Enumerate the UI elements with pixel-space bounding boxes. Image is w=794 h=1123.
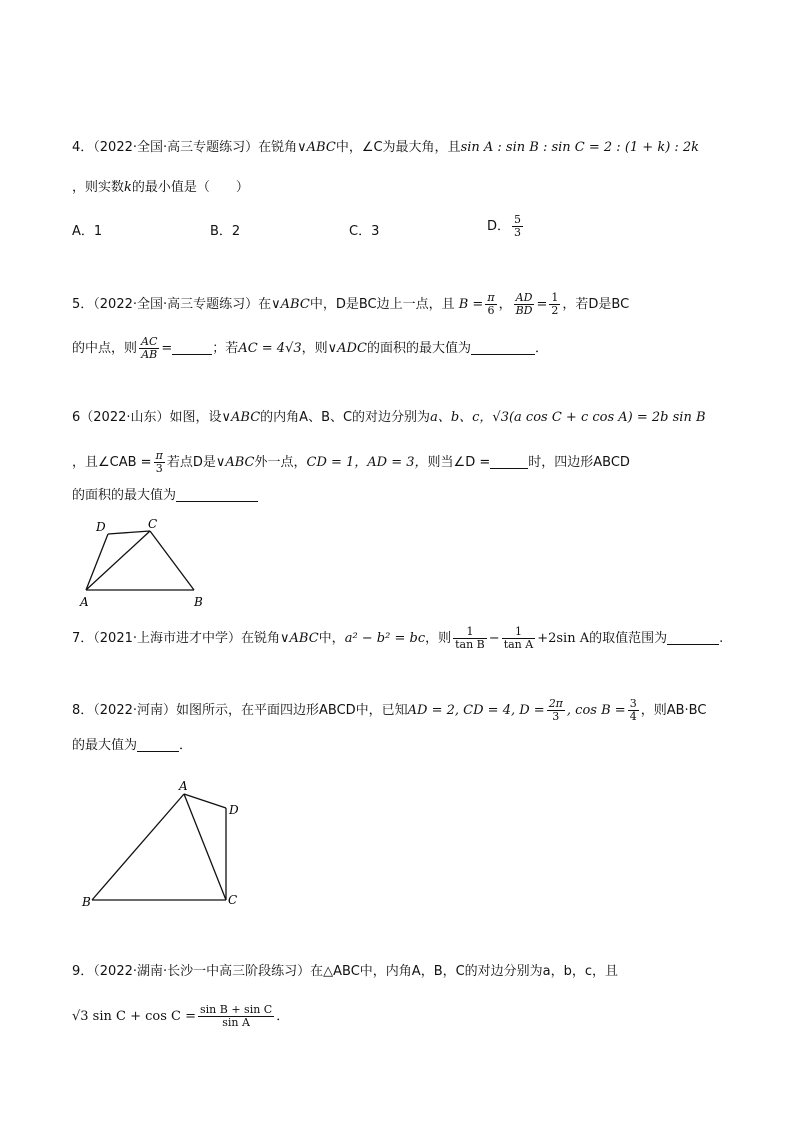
q9-frac-den: sin A (222, 1016, 250, 1029)
q5-line1: 5．（2022·全国·高三专题练习）在∨ABC中，D是BC边上一点，且 B = $\frac{\pi}{6}$ ， $\frac{AD}{BD}$ = $\frac{1}{2}$ ，若D是BC (72, 291, 630, 317)
q6-line1: 6（2022·山东）如图，设∨ABC的内角A、B、C的对边分别为a、b、c，√3(a cos C + c cos A) = 2b sin B (72, 410, 706, 425)
q5-ab: AB (141, 348, 158, 361)
q8-text: ，则AB·BC (640, 703, 707, 718)
q8-segment-ab (92, 794, 184, 900)
q9-source: （2022·湖南·长沙一中高三阶段练习） (93, 964, 311, 979)
q4-line2 (72, 178, 249, 198)
q8-segment-ad (184, 794, 226, 808)
q8-label-d: D (229, 803, 239, 817)
q6-blank-2[interactable] (176, 487, 258, 502)
q6-text: 若点D是 (166, 455, 216, 470)
q5-pi: π (487, 291, 495, 304)
q5-text: 中， (309, 297, 336, 312)
q5-one: 1 (551, 291, 559, 304)
q6-text: 外一点， (254, 455, 307, 470)
q5-blank-2[interactable] (471, 340, 535, 355)
q6-segment-dc (108, 531, 150, 534)
q6-label-d: D (96, 520, 106, 534)
q7-triangle: ABC (289, 631, 319, 646)
q6-line3 (72, 486, 258, 506)
q6-text: 如图，设 (169, 410, 222, 425)
q6-source: （2022·山东） (80, 410, 170, 425)
q5-ad: AD (514, 292, 535, 305)
q5-text: 在 (258, 297, 272, 312)
q9-line1 (72, 962, 618, 982)
q4-option-a[interactable]: A．1 (72, 224, 103, 239)
q5-triangle-2: ADC (337, 341, 367, 356)
q5-number: 5． (72, 297, 94, 312)
q5-line2: 的中点，则 $\frac{AC}{AB}$ = ；若AC = 4√3，则∨ADC的面积的最大值为 ． (72, 335, 548, 361)
q5-ac: AC (141, 335, 158, 348)
q6-text: 则当∠D = (427, 455, 491, 470)
q4-option-d-label: D． (487, 219, 511, 234)
q6-three: 3 (155, 462, 163, 475)
q7-plus: +2sin A (537, 631, 590, 646)
q6-figure (72, 518, 212, 613)
q8-line1 (72, 698, 706, 723)
q5-two: 2 (551, 304, 559, 317)
q8-label-c: C (228, 893, 238, 907)
q4-number: 4． (72, 140, 94, 155)
q8-cosb: , cos B = (566, 703, 626, 718)
q5-triangle: ABC (280, 297, 310, 312)
q9-line2 (72, 1004, 289, 1029)
q6-label-b: B (194, 595, 203, 609)
q4-ratio: sin A : sin B : sin C = 2 : (1 + k) : 2k (460, 140, 700, 155)
q7-one-a: 1 (453, 626, 487, 639)
q8-source: （2022·河南） (93, 703, 176, 718)
q5-text: D是BC边上一点，且 (335, 297, 455, 312)
q5-end: ． (534, 341, 548, 356)
q7-blank[interactable] (667, 630, 719, 645)
q8-condition: AD = 2, CD = 4, D = (407, 703, 545, 718)
q5-text: ，若D是BC (562, 297, 630, 312)
q4-option-d-num: 5 (514, 213, 522, 226)
q5-b-eq: B = (458, 297, 484, 312)
q7-text: 在锐角 (241, 631, 281, 646)
q8-number: 8． (72, 703, 94, 718)
q6-segment-ad (86, 534, 108, 590)
q5-text: ；若 (212, 341, 239, 356)
q8-blank[interactable] (137, 737, 179, 752)
q7-text: ，则 (425, 631, 452, 646)
q4-text: ∠C为最大角，且 (361, 140, 461, 155)
q4-option-d-den: 3 (514, 226, 522, 239)
q6-segment-ac (86, 531, 150, 590)
q4-line1: 4．（2022·全国·高三专题练习）在锐角∨ABC中，∠C为最大角，且sin A : sin B : sin C = 2 : (1 + k) : 2k (72, 140, 700, 155)
q8-text: 的最大值为 (72, 738, 138, 753)
q4-option-d[interactable] (487, 214, 525, 239)
q6-label-c: C (148, 518, 158, 531)
q4-option-c[interactable]: C．3 (349, 224, 380, 239)
q6-pi: π (155, 449, 163, 462)
q9-number: 9． (72, 964, 94, 979)
q4-k: k (124, 180, 132, 195)
q6-text: ，且∠CAB = (72, 455, 152, 470)
q7-minus: − (488, 631, 500, 646)
q4-text: ，则实数 (72, 180, 125, 195)
q7-text: 的取值范围为 (589, 631, 668, 646)
q4-text: 的最小值是（ ） (131, 180, 249, 195)
q6-equation: √3(a cos C + c cos A) = 2b sin B (492, 410, 706, 425)
q8-four: 4 (629, 710, 637, 723)
q8-three-2: 3 (629, 697, 637, 710)
q9-end: ． (276, 1009, 290, 1024)
q8-figure (76, 776, 246, 912)
q7-one-b: 1 (502, 626, 536, 639)
q5-text: 的面积的最大值为 (366, 341, 471, 356)
q8-text: 如图所示，在平面四边形ABCD中，已知 (176, 703, 408, 718)
q8-label-b: B (82, 895, 91, 909)
q6-text: 的面积的最大值为 (72, 488, 177, 503)
q6-blank-1[interactable] (490, 454, 528, 469)
q6-segment-cb (150, 531, 194, 590)
q5-blank-1[interactable] (172, 340, 212, 355)
q6-cd: CD = 1，AD = 3， (306, 455, 428, 470)
q5-text: 的中点，则 (72, 341, 138, 356)
q6-line2: ，且∠CAB = $\frac{\pi}{3}$ 若点D是∨ABC外一点，CD = 1，AD = 3，则当∠D = 时，四边形ABCD (72, 449, 630, 475)
q8-three: 3 (552, 710, 560, 723)
q4-text: 中， (335, 140, 362, 155)
q6-triangle-2: ABC (225, 455, 255, 470)
q6-text: 的内角A、B、C的对边分别为 (260, 410, 431, 425)
q5-text: ，则 (301, 341, 328, 356)
q8-label-a: A (179, 779, 188, 793)
q6-sides: a、b、c， (430, 410, 493, 425)
q6-triangle: ABC (231, 410, 261, 425)
q9-lhs: √3 sin C + cos C = (72, 1009, 197, 1024)
q6-number: 6 (72, 410, 81, 425)
q7-tana: tan A (503, 638, 534, 651)
q9-text: 在△ABC中，内角A，B，C的对边分别为a，b，c，且 (310, 964, 619, 979)
q7-text: 中， (318, 631, 345, 646)
q4-source: （2022·全国·高三专题练习） (93, 140, 259, 155)
q5-source: （2022·全国·高三专题练习） (93, 297, 259, 312)
q5-eq: = (536, 297, 548, 312)
q8-line2 (72, 736, 192, 756)
q5-six: 6 (487, 304, 495, 317)
q8-twopi: 2π (548, 697, 563, 710)
q5-bd: BD (515, 304, 533, 317)
q9-frac-num: sin B + sin C (200, 1003, 273, 1016)
q7-tanb: tan B (455, 638, 485, 651)
q5-ac-eq: AC = 4√3 (238, 341, 302, 356)
q4-triangle: ABC (306, 140, 336, 155)
q7-source: （2021·上海市进才中学） (93, 631, 241, 646)
q4-option-b[interactable]: B．2 (210, 224, 241, 239)
q8-end: ． (179, 738, 193, 753)
q4-text: 在锐角 (258, 140, 298, 155)
q7-condition: a² − b² = bc (344, 631, 426, 646)
q7-line1: 7．（2021·上海市进才中学）在锐角∨ABC中，a² − b² = bc，则 $\frac{1}{\text{tan B}}$ − $\frac{1}{\text{tan A}}$ +2sin A的取值范围为 . (72, 625, 724, 651)
q6-label-a: A (80, 595, 89, 609)
q7-number: 7． (72, 631, 94, 646)
q6-text: 时，四边形ABCD (528, 455, 630, 470)
q7-end: . (719, 631, 724, 646)
q8-segment-ac (184, 794, 226, 900)
